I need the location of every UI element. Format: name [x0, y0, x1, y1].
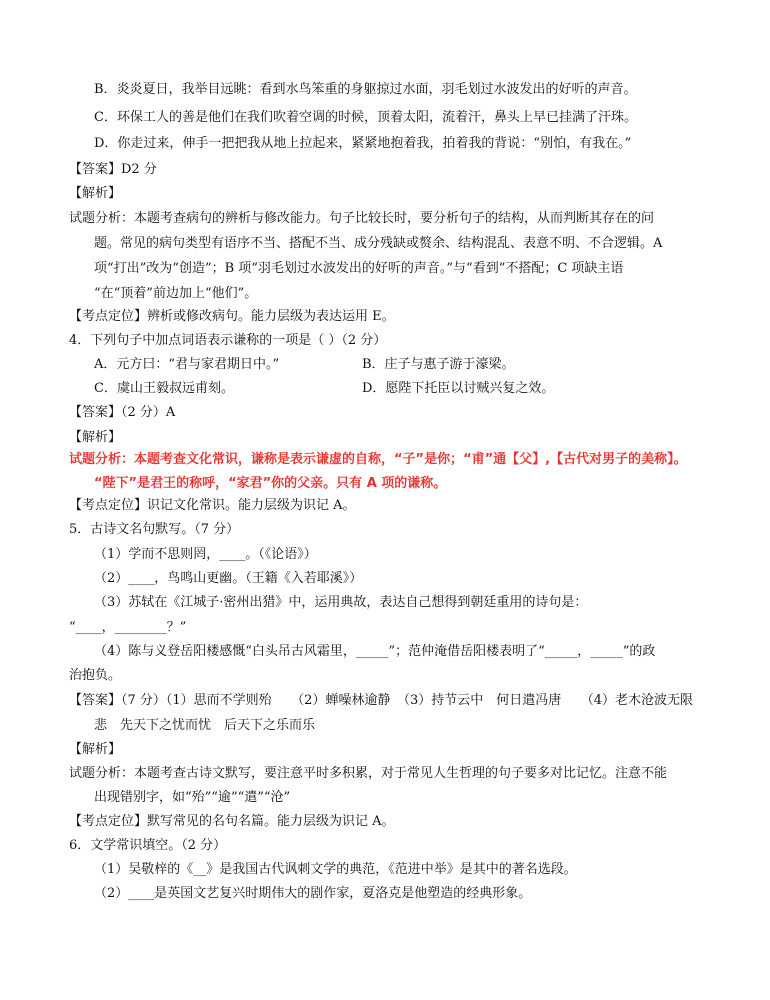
q3-option-b: B．炎炎夏日，我举目远眺：看到水鸟笨重的身躯掠过水面，羽毛划过水波发出的好听的声音。 — [94, 82, 637, 97]
q6-question: 6．文学常识填空。（2 分） — [69, 838, 227, 853]
q5-item-3-blank: “____，________？” — [69, 620, 187, 635]
q5-analysis-line-1: 试题分析：本题考查古诗文默写，要注意平时多积累，对于常见人生哲理的句子要多对比记忆。注意不能 — [69, 766, 668, 781]
q5-item-4-cont: 治抱负。 — [69, 668, 122, 683]
q3-analysis-line-2: 题。常见的病句类型有语序不当、搭配不当、成分残缺或赘余、结构混乱、表意不明、不合逻辑。A — [94, 236, 663, 251]
q4-option-a: A．元方曰：“君与家君期日中。” — [94, 357, 280, 372]
q4-analysis-line-1: 试题分析：本题考查文化常识，谦称是表示谦虚的自称，“子”是你；“甫”通【父】,【古代对男子的美称】。 — [69, 452, 687, 467]
q3-analysis-label: 【解析】 — [69, 186, 122, 201]
q4-point: 【考点定位】识记文化常识。能力层级为识记 A。 — [69, 498, 356, 513]
q3-option-c: C．环保工人的善是他们在我们吹着空调的时候，顶着太阳，流着汗，鼻头上早已挂满了汗珠。 — [94, 110, 637, 125]
q5-analysis-line-2: 出现错别字，如“殆”“逾”“遣”“沧” — [94, 790, 291, 805]
q5-item-4: （4）陈与义登岳阳楼感慨“白头吊古风霜里，_____”；范仲淹借岳阳楼表明了“_____，_____”的政 — [94, 644, 656, 659]
q5-analysis-label: 【解析】 — [69, 742, 122, 757]
q6-item-2: （2）____是英国文艺复兴时期伟大的剧作家，夏洛克是他塑造的经典形象。 — [94, 886, 532, 901]
q4-analysis-label: 【解析】 — [69, 430, 122, 445]
q4-option-d: D．愿陛下托臣以讨贼兴复之效。 — [362, 381, 555, 396]
q3-point: 【考点定位】辨析或修改病句。能力层级为表达运用 E。 — [69, 309, 395, 324]
q3-option-d: D．你走过来，伸手一把把我从地上拉起来，紧紧地抱着我，拍着我的背说：“别怕，有我在。” — [94, 136, 632, 151]
q4-option-c: C．虞山王毅叔远甫刻。 — [94, 381, 234, 396]
q4-answer: 【答案】（2 分）A — [69, 405, 176, 420]
q3-analysis-line-1: 试题分析：本题考查病句的辨析与修改能力。句子比较长时，要分析句子的结构，从而判断其存在的问 — [69, 211, 655, 226]
q5-question: 5．古诗文名句默写。（7 分） — [69, 522, 240, 537]
q3-answer: 【答案】D2 分 — [69, 162, 157, 177]
q5-point: 【考点定位】默写常见的名句名篇。能力层级为识记 A。 — [69, 814, 395, 829]
q4-option-b: B．庄子与惠子游于濠梁。 — [362, 357, 515, 372]
q3-analysis-line-3: 项“打出”改为“创造”；B 项“羽毛划过水波发出的好听的声音。”与“看到”不搭配；C 项缺主语 — [94, 261, 624, 276]
q5-item-2: （2）____，鸟鸣山更幽。（王籍《入若耶溪》） — [94, 571, 363, 586]
q5-answer-line-2: 悲 先天下之忧而忧 后天下之乐而乐 — [94, 718, 316, 733]
q5-item-3: （3）苏轼在《江城子·密州出猎》中，运用典故，表达自己想得到朝廷重用的诗句是： — [94, 595, 588, 610]
q5-item-1: （1）学而不思则罔，____。（《论语》） — [94, 547, 317, 562]
q4-analysis-line-2: “陛下”是君王的称呼，“家君”你的父亲。只有 A 项的谦称。 — [94, 476, 447, 491]
q3-analysis-line-4: “在“顶着”前边加上“他们”。 — [94, 286, 258, 301]
q4-question: 4．下列句子中加点词语表示谦称的一项是（ ）（2 分） — [69, 333, 387, 348]
q5-answer-line-1: 【答案】（7 分）（1）思而不学则殆 （2）蝉噪林逾静 （3）持节云中 何日遣冯唐 （4）老木沧波无限 — [69, 693, 693, 708]
q6-item-1: （1）吴敬梓的《__》是我国古代讽刺文学的典范，《范进中举》是其中的著名选段。 — [94, 862, 577, 877]
